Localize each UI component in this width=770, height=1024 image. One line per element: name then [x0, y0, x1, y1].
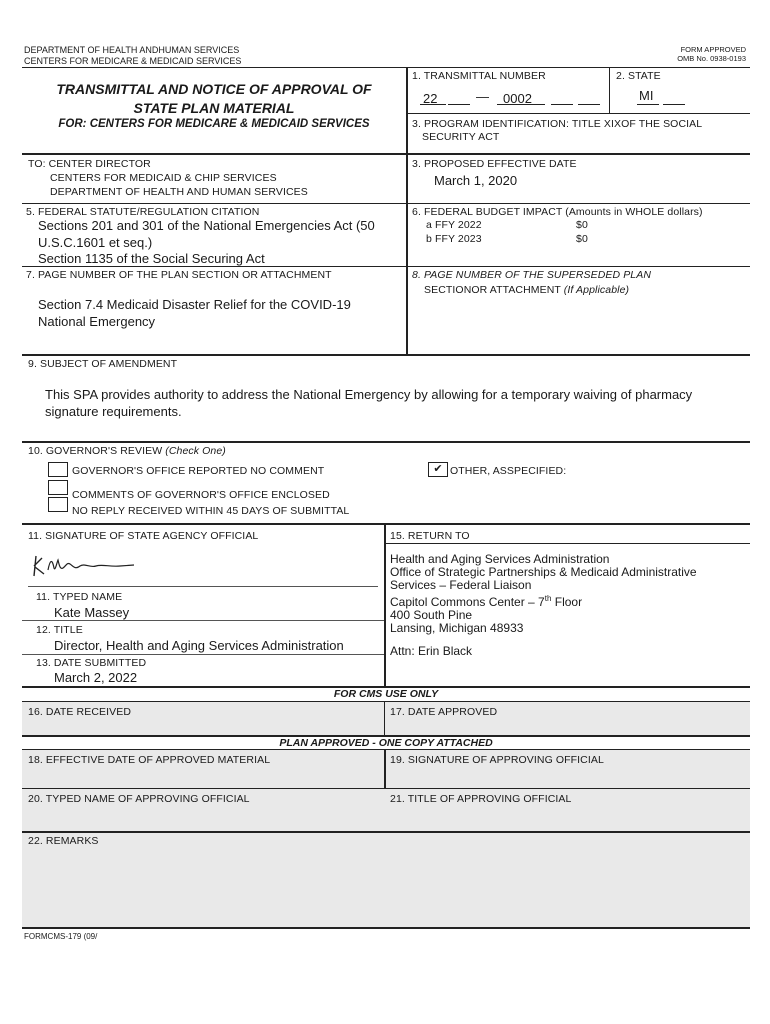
checkmark-icon: ✔ — [433, 463, 443, 475]
return-to-line-3: Services – Federal Liaison — [390, 578, 532, 592]
form-id: FORMCMS-179 (09/ — [24, 932, 98, 941]
to-cmcs: CENTERS FOR MEDICAID & CHIP SERVICES — [50, 172, 277, 184]
rule-under-title — [22, 153, 750, 155]
title-approving-label: 21. TITLE OF APPROVING OFFICIAL — [390, 793, 572, 805]
checkbox-other[interactable] — [428, 462, 448, 477]
superseded-label: 8. PAGE NUMBER OF THE SUPERSEDED PLAN — [412, 269, 652, 281]
title-line — [22, 654, 384, 655]
rule-under-transmittal — [407, 113, 750, 114]
checkbox-no-reply[interactable] — [48, 497, 68, 512]
subject-label: 9. SUBJECT OF AMENDMENT — [28, 358, 178, 370]
typed-name-label: 11. TYPED NAME — [36, 591, 123, 603]
state-field-2 — [663, 87, 685, 105]
statute-line-1: Sections 201 and 301 of the National Emergencies Act (50 — [38, 218, 375, 233]
typed-name-line — [22, 620, 384, 621]
date-submitted-value: March 2, 2022 — [54, 670, 138, 685]
budget-ffy-a-label: a FFY 2022 — [426, 219, 482, 231]
date-submitted-label: 13. DATE SUBMITTED — [36, 657, 147, 669]
budget-ffy-b-label: b FFY 2023 — [426, 233, 482, 245]
signature-image — [30, 550, 140, 582]
remarks-label: 22. REMARKS — [28, 835, 99, 847]
rule-under-page-number — [22, 354, 750, 356]
return-to-rule — [385, 543, 750, 544]
budget-impact-label: 6. FEDERAL BUDGET IMPACT (Amounts in WHOLE dollars) — [412, 206, 703, 218]
statute-line-2: U.S.C.1601 et seq.) — [38, 235, 153, 250]
top-rule — [22, 67, 750, 68]
transmittal-number-field-3 — [497, 89, 545, 105]
cms-row-1-divider — [384, 702, 385, 735]
transmittal-number-field-2 — [448, 89, 470, 105]
budget-ffy-a-value: $0 — [576, 219, 588, 231]
rule-above-signature — [22, 523, 750, 525]
subject-line-2: signature requirements. — [45, 404, 182, 419]
department-line-2: CENTERS FOR MEDICARE & MEDICAID SERVICES — [24, 56, 242, 66]
program-identification-label: 3. PROGRAM IDENTIFICATION: TITLE XIXOF THE SOCIAL — [412, 118, 703, 130]
center-divider-mid — [384, 524, 386, 687]
signature-line — [28, 586, 378, 587]
return-to-line-4-sup: th — [544, 594, 552, 603]
department-line-1: DEPARTMENT OF HEALTH ANDHUMAN SERVICES — [24, 45, 240, 55]
program-identification-label-2: SECURITY ACT — [422, 131, 500, 143]
return-to-attn: Attn: Erin Black — [390, 644, 473, 658]
checkbox-comments-enclosed[interactable] — [48, 480, 68, 495]
budget-ffy-b-value: $0 — [576, 233, 588, 245]
to-center-director: TO: CENTER DIRECTOR — [28, 158, 151, 170]
remarks-shade — [22, 833, 750, 927]
form-title-line2: STATE PLAN MATERIAL — [133, 100, 295, 116]
plan-page-line-2: National Emergency — [38, 314, 156, 329]
transmittal-number-part2: 0002 — [503, 91, 532, 106]
return-to-address — [390, 553, 697, 635]
governor-review-label — [28, 445, 226, 457]
rule-under-to — [22, 203, 750, 204]
form-title-line1: TRANSMITTAL AND NOTICE OF APPROVAL OF — [56, 81, 372, 97]
typed-name-approving-label: 20. TYPED NAME OF APPROVING OFFICIAL — [28, 793, 250, 805]
state-field-1 — [637, 87, 659, 105]
transmittal-number-field-4 — [551, 89, 573, 105]
typed-name-value: Kate Massey — [54, 605, 130, 620]
effective-date-approved-label: 18. EFFECTIVE DATE OF APPROVED MATERIAL — [28, 754, 271, 766]
option-other: OTHER, ASSPECIFIED: — [450, 465, 567, 477]
return-to-line-6: Lansing, Michigan 48933 — [390, 621, 524, 635]
transmittal-number-label: 1. TRANSMITTAL NUMBER — [412, 70, 546, 82]
return-to-line-5: 400 South Pine — [390, 608, 473, 622]
governor-review-label-text: 10. GOVERNOR'S REVIEW — [28, 445, 163, 457]
cms-use-only-header: FOR CMS USE ONLY — [333, 688, 439, 700]
signature-label: 11. SIGNATURE OF STATE AGENCY OFFICIAL — [28, 530, 259, 542]
return-to-line-4 — [390, 592, 697, 609]
transmittal-number-dash: — — [476, 89, 489, 104]
rule-under-statute — [22, 266, 750, 267]
transmittal-number-field-5 — [578, 89, 600, 105]
transmittal-number-field-1 — [420, 89, 446, 105]
return-to-line-1: Health and Aging Services Administration — [390, 552, 610, 566]
transmittal-number-part1: 22 — [423, 91, 438, 106]
state-label: 2. STATE — [616, 70, 661, 82]
state-value: MI — [639, 88, 654, 103]
return-to-line-4-b: Floor — [551, 595, 583, 609]
statute-line-3: Section 1135 of the Social Securing Act — [38, 251, 265, 266]
subject-line-1: This SPA provides authority to address the National Emergency by allowing for a temporary waiving of pharmacy — [45, 387, 693, 402]
signature-approving-label: 19. SIGNATURE OF APPROVING OFFICIAL — [390, 754, 604, 766]
return-to-line-2: Office of Strategic Partnerships & Medicaid Administrative — [390, 565, 697, 579]
option-comments-enclosed: COMMENTS OF GOVERNOR'S OFFICE ENCLOSED — [72, 489, 330, 501]
option-no-reply: NO REPLY RECEIVED WITHIN 45 DAYS OF SUBMITTAL — [72, 505, 350, 517]
superseded-label-2-text: SECTIONOR ATTACHMENT — [424, 284, 561, 296]
form-approved: FORM APPROVED — [680, 45, 746, 54]
return-to-label: 15. RETURN TO — [390, 530, 470, 542]
cms-row-1-shade — [22, 702, 750, 735]
return-to-line-4-a: Capitol Commons Center – 7 — [390, 595, 545, 609]
option-no-comment: GOVERNOR'S OFFICE REPORTED NO COMMENT — [72, 465, 325, 477]
plan-page-number-label: 7. PAGE NUMBER OF THE PLAN SECTION OR ATTACHMENT — [26, 269, 332, 281]
center-divider-top — [406, 67, 408, 355]
title-label: 12. TITLE — [36, 624, 83, 636]
governor-review-check-one: (Check One) — [165, 445, 226, 457]
omb-number: OMB No. 0938-0193 — [677, 54, 746, 63]
superseded-if-applicable: (If Applicable) — [563, 284, 630, 296]
form-title-for: FOR: CENTERS FOR MEDICARE & MEDICAID SERVICES — [58, 118, 370, 130]
date-approved-label: 17. DATE APPROVED — [390, 706, 498, 718]
bottom-rule — [22, 927, 750, 929]
effective-date-value: March 1, 2020 — [434, 173, 518, 188]
effective-date-label: 3. PROPOSED EFFECTIVE DATE — [412, 158, 577, 170]
title-value: Director, Health and Aging Services Administration — [54, 638, 344, 653]
to-hhs: DEPARTMENT OF HEALTH AND HUMAN SERVICES — [50, 186, 308, 198]
checkbox-no-comment[interactable] — [48, 462, 68, 477]
plan-page-line-1: Section 7.4 Medicaid Disaster Relief for the COVID-19 — [38, 297, 351, 312]
plan-approved-header: PLAN APPROVED - ONE COPY ATTACHED — [279, 737, 493, 749]
rule-under-subject — [22, 441, 750, 443]
state-divider — [609, 67, 610, 113]
date-received-label: 16. DATE RECEIVED — [28, 706, 132, 718]
superseded-label-2 — [424, 284, 629, 296]
statute-label: 5. FEDERAL STATUTE/REGULATION CITATION — [26, 206, 260, 218]
